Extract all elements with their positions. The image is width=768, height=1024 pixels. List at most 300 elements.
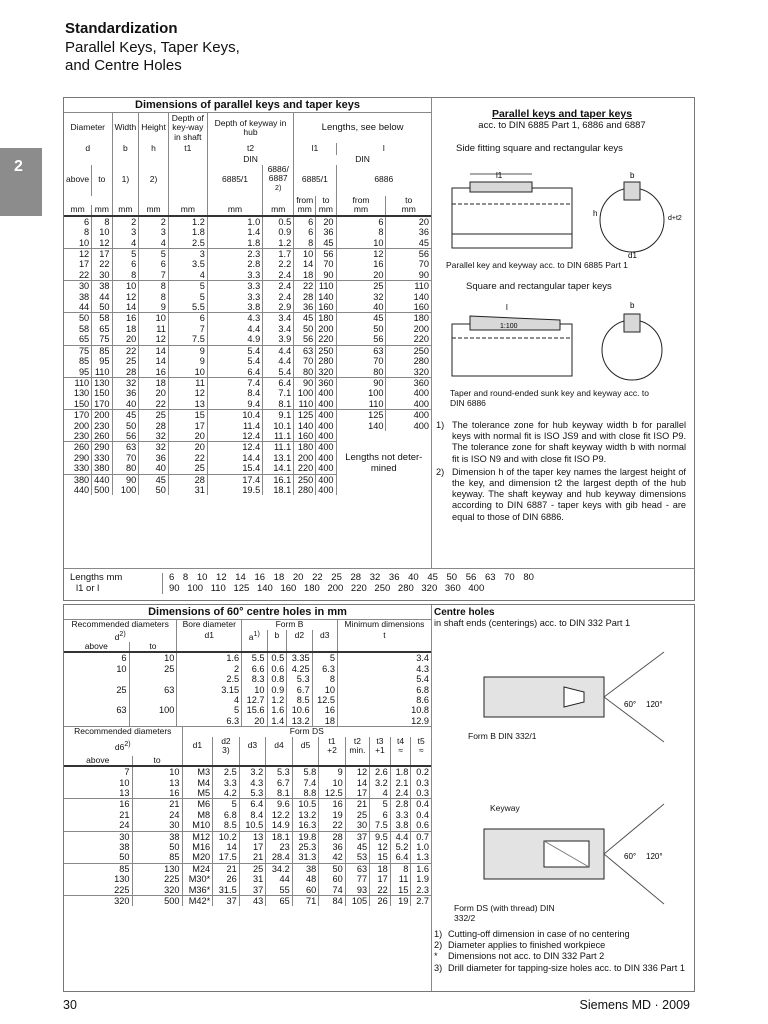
table-cell: 4: [168, 270, 207, 281]
note-h: 2): [139, 165, 169, 196]
table-cell: 45: [112, 410, 139, 421]
table-cell: 45: [139, 474, 169, 485]
table-cell: 22: [319, 820, 346, 831]
table-cell: 10.6: [287, 705, 312, 715]
table-cell: 12.9: [337, 716, 431, 726]
table-cell: 17.4: [207, 474, 262, 485]
table-cell: 32: [139, 442, 169, 453]
table-cell: 90: [316, 270, 336, 281]
table-cell: 200: [73, 420, 90, 431]
unit-cell: mm: [92, 205, 112, 216]
table-cell: 9: [319, 766, 346, 777]
table-cell: 10: [319, 778, 346, 788]
table-cell: 1.6: [411, 863, 431, 874]
table-cell: 12: [168, 388, 207, 398]
table-cell: 15.4: [207, 463, 262, 474]
table-cell: [129, 674, 177, 684]
table-cell: 6: [168, 313, 207, 324]
table-cell: 5: [213, 799, 240, 810]
table-cell: 60: [292, 885, 319, 896]
table-cell: 43: [239, 896, 266, 907]
table-cell: 19.5: [207, 485, 262, 495]
table-cell: 2.6: [370, 766, 391, 777]
table-cell: 42: [319, 852, 346, 863]
table-cell: 75: [64, 345, 92, 356]
table-row: [64, 259, 431, 269]
table-cell: 125: [336, 410, 386, 421]
table-cell: 19: [390, 896, 411, 907]
table-cell: 2.4: [263, 281, 294, 292]
table-cell: 45: [345, 842, 369, 852]
table-cell: 400: [316, 410, 336, 421]
table-cell: 15: [168, 410, 207, 421]
table-cell: 17.5: [213, 852, 240, 863]
table-cell: 6: [84, 216, 90, 227]
table-cell: 38: [78, 291, 90, 302]
svg-text:60°: 60°: [624, 852, 637, 861]
table-cell: [129, 716, 177, 726]
table-cell: 6: [112, 259, 139, 269]
table-cell: [64, 695, 129, 705]
table-cell: 3.8: [390, 820, 411, 831]
table-cell: 25: [336, 281, 386, 292]
table-cell: 22: [168, 453, 207, 463]
table-cell: 2.3: [411, 885, 431, 896]
table-cell: 1.3: [411, 852, 431, 863]
table-cell: 13.2: [292, 810, 319, 820]
centre-note-4: 3) Drill diameter for tapping-size holes acc. to DIN 336 Part 1: [434, 962, 685, 973]
table-cell: 50: [112, 421, 139, 431]
table-cell: 220: [294, 463, 316, 474]
table-cell: 230: [92, 421, 112, 431]
table-cell: 5: [168, 292, 207, 302]
table-cell: 14: [213, 842, 240, 852]
centre-table-box: [64, 605, 432, 991]
table-cell: 16: [112, 313, 139, 324]
table-cell: 14: [112, 302, 139, 313]
table-cell: 260: [92, 431, 112, 442]
table-row: [64, 705, 431, 715]
table-cell: 36: [112, 388, 139, 398]
table-cell: 28.4: [266, 852, 293, 863]
table-cell: 3.3: [207, 270, 262, 281]
table-cell: 400: [316, 453, 336, 463]
table-cell: 360: [316, 377, 336, 388]
table-cell: 36: [319, 842, 346, 852]
table-row: [64, 831, 431, 842]
table-row: [64, 664, 431, 674]
table-cell: 8.5: [213, 820, 240, 831]
table-cell: 400: [316, 421, 336, 431]
table-cell: 12.7: [242, 695, 267, 705]
table-cell: 5.8: [292, 766, 319, 777]
table-cell: 1.8: [207, 238, 262, 249]
table-cell: 12.5: [319, 788, 346, 799]
table-cell: 90: [294, 377, 316, 388]
keys-table-box: [64, 98, 432, 568]
table-row: [64, 810, 431, 820]
table-cell: 1.7: [263, 249, 294, 260]
table-cell: 18: [294, 270, 316, 281]
table-cell: 3.2: [370, 778, 391, 788]
table-cell: 50: [132, 842, 182, 852]
table-cell: 45: [294, 313, 316, 324]
table-cell: 3.3: [213, 778, 240, 788]
table-cell: 56: [336, 334, 386, 345]
table-row: [64, 410, 431, 421]
table-cell: 5.3: [239, 788, 266, 799]
table-cell: 440: [73, 484, 90, 495]
table-cell: 24: [119, 820, 130, 831]
table-cell: 4.4: [207, 324, 262, 334]
table-cell: 10: [312, 685, 337, 695]
table-cell: 50: [64, 313, 92, 324]
table-cell: 4: [177, 695, 242, 705]
table-cell: 16: [64, 799, 132, 810]
table-cell: 400: [316, 474, 336, 485]
table-cell: 30: [64, 831, 132, 842]
table-cell: 84: [319, 896, 346, 907]
table-cell: 3.2: [239, 766, 266, 777]
table-cell: 85: [132, 852, 182, 863]
table-cell: 14: [345, 778, 369, 788]
lengths-row: [64, 568, 694, 601]
sym-d: d: [85, 143, 91, 154]
svg-text:l1: l1: [496, 171, 503, 180]
table-cell: 25: [239, 863, 266, 874]
table-cell: 100: [336, 388, 386, 398]
table-cell: 1.8: [390, 766, 411, 777]
table-cell: 10: [242, 685, 267, 695]
formDS-caption: Form DS (with thread) DIN 332/2: [454, 903, 555, 923]
table-cell: 180: [386, 313, 431, 324]
table-cell: 70: [294, 356, 316, 366]
svg-text:d+t2: d+t2: [668, 215, 682, 222]
table-cell: 1.4: [207, 227, 262, 237]
table-cell: 400: [316, 399, 336, 410]
centre-side-subtitle: in shaft ends (centerings) acc. to DIN 332 Part 1: [434, 618, 631, 628]
table-cell: 10: [168, 367, 207, 378]
table-cell: 17: [78, 259, 90, 270]
table-cell: 17: [370, 874, 391, 884]
table-cell: 8: [336, 227, 386, 237]
table-cell: 50: [119, 852, 130, 863]
table-cell: 23: [266, 842, 293, 852]
unit-cell: mm: [294, 205, 316, 216]
table-cell: 3: [139, 227, 169, 237]
table-cell: 400: [386, 399, 431, 410]
table-cell: 16.1: [263, 474, 294, 485]
table-cell: 6.4: [263, 377, 294, 388]
table-cell: [64, 716, 129, 726]
centre-side-panel: [434, 607, 690, 987]
table-cell: 21: [345, 799, 369, 810]
table-cell: 12: [64, 249, 92, 260]
sym-h: h: [139, 143, 169, 155]
table-cell: 10: [336, 238, 386, 249]
table-cell: 56: [386, 249, 431, 260]
table-cell: 12.5: [312, 695, 337, 705]
col-width: Width: [112, 113, 139, 143]
keys-notes: [436, 420, 686, 523]
table-cell: 11: [390, 874, 411, 884]
table-cell: 2: [177, 664, 242, 674]
table-cell: 8: [390, 863, 411, 874]
svg-text:120°: 120°: [646, 700, 663, 709]
table-cell: 10.5: [292, 799, 319, 810]
table-cell: 80: [294, 367, 316, 378]
table-cell: 32: [336, 292, 386, 302]
taper-key-drawing: [450, 298, 680, 388]
table-cell: 4.4: [263, 356, 294, 366]
table-cell: 80: [112, 463, 139, 474]
table-cell: 25: [139, 410, 169, 421]
table-cell: 280: [386, 356, 431, 366]
table-cell: 44: [78, 302, 90, 313]
table-cell: 3.4: [263, 313, 294, 324]
parallel-key-drawing: [450, 168, 680, 258]
table-cell: 31.3: [292, 852, 319, 863]
table-cell: 16: [132, 788, 182, 799]
table-cell: 65: [266, 896, 293, 907]
table-cell: 220: [316, 334, 336, 345]
table-cell: 3.4: [263, 324, 294, 334]
table-cell: 21: [132, 799, 182, 810]
table-cell: 0.2: [411, 766, 431, 777]
table-cell: 55: [266, 885, 293, 896]
table-cell: 22: [139, 399, 169, 410]
table-cell: 10: [129, 652, 177, 663]
table-cell: 44: [266, 874, 293, 884]
sym-l1: l1: [294, 143, 336, 155]
table-cell: 2.7: [411, 896, 431, 907]
table-cell: 5.2: [390, 842, 411, 852]
table-cell: 26: [213, 874, 240, 884]
table-cell: 1.4: [267, 716, 287, 726]
centre-note-3: * Dimensions not acc. to DIN 332 Part 2: [434, 951, 605, 962]
unit-cell: mm: [112, 205, 139, 216]
table-cell: 16: [139, 367, 169, 378]
keys-side-title: Parallel keys and taper keys: [491, 108, 633, 120]
table-cell: 1.0: [411, 842, 431, 852]
note-b: 1): [112, 165, 139, 196]
din-hub: DIN: [207, 155, 293, 165]
table-cell: 3.35: [287, 652, 312, 663]
table-cell: 3: [112, 227, 139, 237]
table-cell: 17: [168, 421, 207, 431]
table-cell: 70: [316, 259, 336, 269]
table-cell: 19: [319, 810, 346, 820]
table-cell: 10.8: [337, 705, 431, 715]
table-row: [64, 716, 431, 726]
table-cell: 100: [112, 485, 139, 495]
table-cell: 12.4: [207, 442, 262, 453]
table-cell: 250: [294, 474, 316, 485]
table-cell: 9.4: [207, 399, 262, 410]
table-cell: 5: [139, 249, 169, 260]
table-cell: 250: [316, 345, 336, 356]
table-cell: 85: [78, 356, 90, 367]
table-cell: 105: [345, 896, 369, 907]
centre-notes: [434, 929, 690, 974]
table-cell: 130: [114, 874, 130, 885]
table-cell: 21: [239, 852, 266, 863]
table-cell: 63: [345, 863, 369, 874]
table-cell: 7.4: [292, 778, 319, 788]
table-cell: 10.1: [263, 421, 294, 431]
table-row: [64, 313, 431, 324]
table-cell: 12.4: [207, 431, 262, 442]
table-cell: 110: [336, 399, 386, 410]
table-cell: 5: [370, 799, 391, 810]
table-cell: 13: [119, 787, 130, 798]
table-cell: 20: [168, 431, 207, 442]
table-cell: 8: [92, 216, 112, 227]
table-cell: 10.5: [239, 820, 266, 831]
table-cell: 28: [112, 367, 139, 378]
fig1-caption: Parallel key and keyway acc. to DIN 6885 Part 1: [446, 260, 628, 270]
section-tab[interactable]: 2: [0, 148, 42, 216]
table-cell: 8.1: [263, 399, 294, 410]
table-cell: 90: [386, 270, 431, 281]
table-cell: 63: [129, 685, 177, 695]
table-cell: 5.5: [242, 652, 267, 663]
table-row: [64, 766, 431, 777]
keys-note-2: 2) Dimension h of the taper key names the largest height of the key, and dimension t2 the largest depth of the hub keyway. The shaft keyway and hub keyway dimensions according to DIN 6887 - taper keys with gib head - are equal to those of DIN 6886.: [436, 466, 686, 522]
table-cell: 230: [73, 430, 90, 441]
table-cell: 1.6: [177, 652, 242, 663]
table-row: [64, 367, 431, 378]
table-cell: M20: [182, 852, 213, 863]
table-cell: 12: [112, 292, 139, 302]
table-cell: 19.8: [292, 831, 319, 842]
table-cell: [64, 674, 129, 684]
table-cell: 20: [336, 270, 386, 281]
table-row: [64, 778, 431, 788]
table-cell: 2.8: [207, 259, 262, 269]
table-row: [64, 399, 431, 410]
table-cell: 5.3: [266, 766, 293, 777]
keys-table: Diameter Width Height Depth of key-way in shaft Depth of keyway in hub Lengths, see below d b h t1 t2 l1 l DIN DIN above to 1) 2) 6885/1 6886/ 6887 $^{2)}$ 6885/1 6886 from to from to mm mm mm mm mm mm mm mm mm mm mm 6 8 2 2 1.2 1.0 0.5 6 20 6 20 8 10 3 3 1.8 1.4 0.9 6 36 8 36 10 12 4 4 2.5 1.8 1.2 8 45 10 45 12 17 5 5 3 2.3 1.7 10 56 12 56 17 22 6 6 3.5 2.8 2.2 14 70 16 70 22 30 8 7 4 3.3 2.4 18 90 20 90 30 38 10 8 5 3.3 2.4 22 110 25 110 38 44 12 8 5 3.3 2.4 28 140 32 140 44 50 14 9 5.5 3.8 2.9 36 160 40 160 50 58 16 10 6 4.3 3.4 45 180 45 180 58 65 18 11 7 4.4 3.4 50 200 50 200 65 75 20 12 7.5 4.9 3.9 56 220 56 220 75 85 22 14 9 5.4 4.4 63 250 63 250 85 95 25 14 9 5.4 4.4 70 280 70 280 95 110 28 16 10 6.4 5.4 80 320 80 320 110 130 32 18 11 7.4 6.4 90 360 90 360 130 150 36 20 12 8.4 7.1 100 400 100 400 150 170 40 22 13 9.4 8.1 110 400 110 400 170 200 45 25 15 10.4 9.1 125 400 125 400 200 230 50 28 17 11.4 10.1 140 400 140 400 230 260 56 32 20 12.4 11.1 160 400 Lengths not deter- mined 260 290 63 32 20 12.4 11.1 180 400 290 330 70 36 22 14.4 13.1 200 400 330 380 80 40 25 15.4 14.1 220 400 380 440 90 45 28 17.4 16.1 250 400 440 500 100 50 31 19.5 18.1 280 400: [66, 112, 429, 495]
sub-above: above: [66, 174, 90, 185]
publisher: Siemens MD · 2009: [579, 998, 690, 1012]
table-cell: 0.4: [411, 810, 431, 820]
centre-section: [63, 604, 695, 992]
table-cell: 8.5: [287, 695, 312, 705]
table-cell: 160: [386, 302, 431, 313]
table-cell: 17: [92, 249, 112, 260]
table-cell: 7: [139, 270, 169, 281]
sub-6886: 6886: [336, 165, 431, 196]
table-cell: [129, 695, 177, 705]
table-cell: 15.6: [242, 705, 267, 715]
table-cell: 2.5: [177, 674, 242, 684]
table-cell: 31: [239, 874, 266, 884]
table-cell: 180: [294, 442, 316, 453]
table-cell: 80: [336, 367, 386, 378]
table-cell: 50: [319, 863, 346, 874]
col-depth-hub: Depth of keyway in hub: [207, 113, 293, 143]
table-cell: 140: [294, 421, 316, 431]
table-cell: 18.1: [266, 831, 293, 842]
table-cell: 10: [78, 237, 90, 248]
table-cell: 11.1: [263, 442, 294, 453]
table-cell: M36*: [182, 885, 213, 896]
unit-cell: mm: [316, 205, 336, 216]
table-cell: 3.9: [263, 334, 294, 345]
table-cell: 40: [336, 302, 386, 313]
table-cell: 130: [73, 388, 90, 399]
table-cell: 4: [370, 788, 391, 799]
table-cell: M5: [182, 788, 213, 799]
table-row: [64, 356, 431, 366]
table-cell: 36: [139, 453, 169, 463]
table-cell: 10: [116, 663, 127, 674]
table-cell: 30: [132, 820, 182, 831]
sub-6886-6887: 6886/ 6887 $^{2)}$: [263, 165, 294, 196]
table-cell: 16.3: [292, 820, 319, 831]
table-cell: 0.5: [267, 652, 287, 663]
table-row: [64, 345, 431, 356]
table-cell: 200: [316, 324, 336, 334]
col-min: Minimum dimensions: [337, 620, 431, 630]
table-cell: 4.3: [337, 664, 431, 674]
table-cell: 16: [336, 259, 386, 269]
table-cell: 15: [390, 885, 411, 896]
unit-cell: mm: [263, 205, 294, 216]
table-cell: 6: [336, 216, 386, 227]
svg-text:b: b: [630, 301, 635, 310]
table-row: [64, 874, 431, 884]
table-row: [64, 652, 431, 663]
table-cell: 400: [316, 463, 336, 474]
keys-note-1: 1) The tolerance zone for hub keyway width b for parallel keys with normal fit is ISO JS9 and with close fit ISO P9. The tolerance zone for shaft keyway width b with normal fit is ISO N9 and with close fit ISO P9.: [436, 420, 686, 464]
unit-cell: mm: [168, 205, 207, 216]
table-cell: 6.8: [337, 685, 431, 695]
table-cell: 150: [92, 388, 112, 398]
table-cell: M4: [182, 778, 213, 788]
table-cell: 10: [92, 227, 112, 237]
table-cell: 2: [139, 216, 169, 227]
table-cell: 50: [294, 324, 316, 334]
table-cell: 93: [345, 885, 369, 896]
table-cell: 6: [121, 653, 127, 664]
table-cell: 36: [386, 227, 431, 237]
table-cell: 5.3: [287, 674, 312, 684]
table-cell: M3: [182, 766, 213, 777]
table-cell: 18: [370, 863, 391, 874]
page-subtitle: Parallel Keys, Taper Keys, and Centre Holes: [65, 39, 240, 74]
table-cell: 2.2: [263, 259, 294, 269]
table-row: [64, 302, 431, 313]
table-cell: 38: [92, 281, 112, 292]
table-cell: 0.6: [267, 664, 287, 674]
table-row: [64, 852, 431, 863]
table-cell: 5.4: [207, 356, 262, 366]
table-cell: 220: [386, 334, 431, 345]
table-cell: 400: [316, 388, 336, 398]
table-cell: 170: [92, 399, 112, 410]
keys-table-title: Dimensions of parallel keys and taper keys: [64, 98, 431, 113]
unit-cell: mm: [64, 205, 92, 216]
table-cell: 140: [386, 292, 431, 302]
table-cell: 110: [386, 281, 431, 292]
table-cell: 290: [73, 452, 90, 463]
table-cell: 7.1: [263, 388, 294, 398]
table-cell: 0.7: [411, 831, 431, 842]
table-row: [64, 270, 431, 281]
table-row: [64, 896, 431, 907]
